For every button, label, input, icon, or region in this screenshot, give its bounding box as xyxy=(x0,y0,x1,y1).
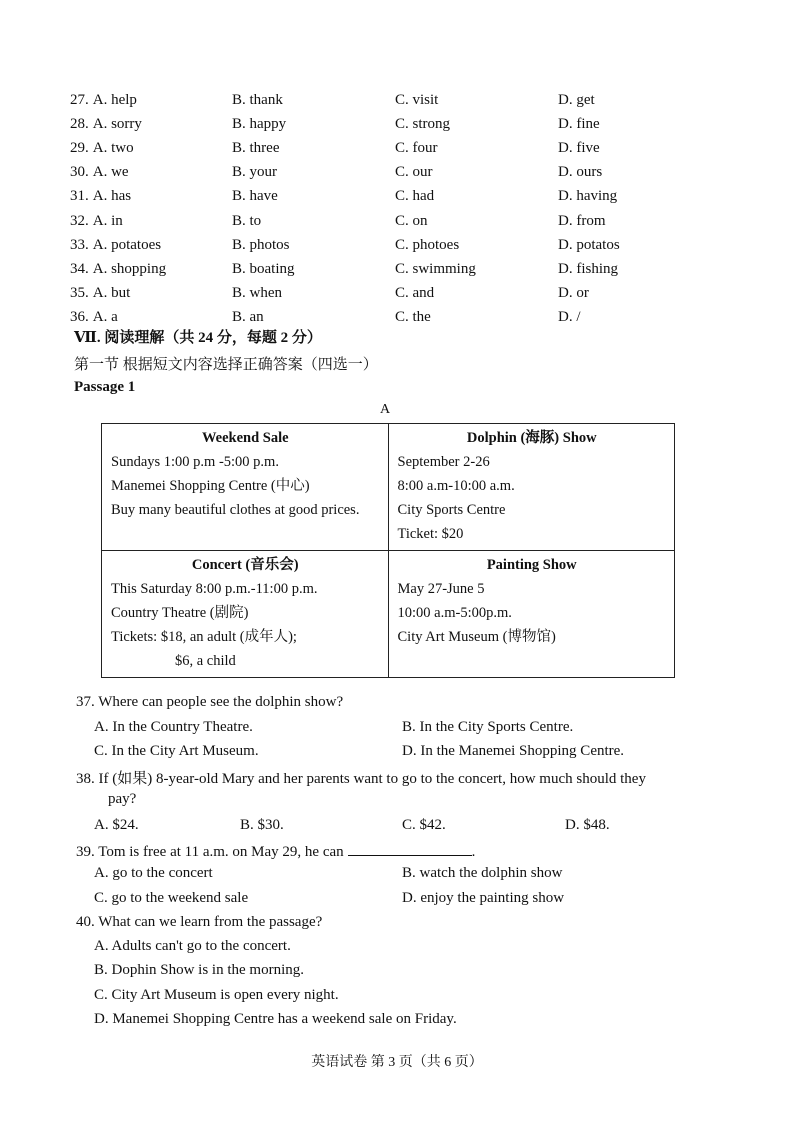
question-38-stem-cont: pay? xyxy=(108,791,137,807)
question-number: 30. xyxy=(70,164,89,181)
option-a[interactable] xyxy=(70,285,232,302)
question-38-stem: 38. If (如果) 8-year-old Mary and her parents want to go to the concert, how much should they xyxy=(76,771,646,787)
q38-option-d[interactable]: D. $48. xyxy=(565,817,610,833)
option-row xyxy=(70,88,750,112)
option-c[interactable]: C. strong xyxy=(395,115,451,132)
q39-option-d[interactable]: D. enjoy the painting show xyxy=(402,890,565,906)
option-a-label: A. has xyxy=(92,188,132,205)
question-40-stem: 40. What can we learn from the passage? xyxy=(76,914,323,930)
option-a-label: A. two xyxy=(92,139,134,156)
ad-weekend-sale xyxy=(102,424,389,551)
q40-option-b[interactable]: B. Dophin Show is in the morning. xyxy=(94,962,305,978)
option-a[interactable] xyxy=(70,92,232,109)
option-row xyxy=(70,282,750,306)
question-37-stem: 37. Where can people see the dolphin show? xyxy=(76,694,344,710)
question-number: 36. xyxy=(70,309,89,326)
option-a-label: A. potatoes xyxy=(92,236,162,253)
part-heading: 第一节 根据短文内容选择正确答案（四选一） xyxy=(74,357,378,373)
option-d[interactable]: D. fishing xyxy=(558,260,618,277)
ad-spacer xyxy=(111,522,380,546)
option-b[interactable]: B. boating xyxy=(232,260,295,277)
option-b[interactable]: B. thank xyxy=(232,91,283,108)
ad-title: Painting Show xyxy=(486,557,577,573)
option-b[interactable]: B. an xyxy=(232,309,264,326)
ad-line: Sundays 1:00 p.m -5:00 p.m. xyxy=(111,454,279,470)
ad-line: September 2-26 xyxy=(397,454,490,470)
ad-title: Concert (音乐会) xyxy=(191,557,299,573)
question-number: 28. xyxy=(70,115,89,132)
option-a-label: A. but xyxy=(92,285,131,302)
option-a-label: A. sorry xyxy=(92,115,142,132)
option-a[interactable] xyxy=(70,261,232,278)
q38-option-c[interactable]: C. $42. xyxy=(402,817,446,833)
option-d[interactable]: D. get xyxy=(558,91,595,108)
ad-title: Weekend Sale xyxy=(201,430,289,446)
question-number: 33. xyxy=(70,236,89,253)
option-a-label: A. in xyxy=(92,212,123,229)
option-d[interactable]: D. from xyxy=(558,212,606,229)
q40-option-c[interactable]: C. City Art Museum is open every night. xyxy=(94,987,339,1003)
option-a[interactable] xyxy=(70,309,232,326)
ad-line: Ticket: $20 xyxy=(397,526,464,542)
option-row xyxy=(70,112,750,136)
option-c[interactable]: C. visit xyxy=(395,91,439,108)
option-a[interactable] xyxy=(70,237,232,254)
option-c[interactable]: C. on xyxy=(395,212,428,229)
option-row xyxy=(70,233,750,257)
q37-option-d[interactable]: D. In the Manemei Shopping Centre. xyxy=(402,743,625,759)
q40-option-d[interactable]: D. Manemei Shopping Centre has a weekend sale on Friday. xyxy=(94,1011,457,1027)
option-d[interactable]: D. having xyxy=(558,188,618,205)
option-b[interactable]: B. photos xyxy=(232,236,290,253)
question-number: 34. xyxy=(70,260,89,277)
option-a[interactable] xyxy=(70,164,232,181)
option-a[interactable] xyxy=(70,140,232,157)
q37-option-b[interactable]: B. In the City Sports Centre. xyxy=(402,719,574,735)
ads-table xyxy=(101,423,675,678)
ad-line: Tickets: $18, an adult (成年人); xyxy=(111,629,297,645)
question-39-stem xyxy=(76,841,475,861)
question-number: 32. xyxy=(70,212,89,229)
ad-dolphin-show xyxy=(388,424,675,551)
q39-stem-tail: . xyxy=(471,844,476,860)
q38-option-b[interactable]: B. $30. xyxy=(240,817,284,833)
ad-line: Manemei Shopping Centre (中心) xyxy=(111,478,310,494)
option-a-label: A. help xyxy=(92,91,137,108)
option-b[interactable]: B. when xyxy=(232,285,282,302)
ad-line: 10:00 a.m-5:00p.m. xyxy=(397,605,512,621)
ad-spacer xyxy=(398,649,667,673)
answer-blank[interactable] xyxy=(348,841,472,856)
q37-option-a[interactable]: A. In the Country Theatre. xyxy=(94,719,253,735)
option-row xyxy=(70,257,750,281)
question-number: 29. xyxy=(70,139,89,156)
option-d[interactable]: D. fine xyxy=(558,115,600,132)
option-c[interactable]: C. four xyxy=(395,139,438,156)
passage-letter: A xyxy=(380,402,391,417)
page-footer: 英语试卷 第 3 页（共 6 页） xyxy=(311,1055,483,1070)
option-a[interactable] xyxy=(70,213,232,230)
ad-line: Country Theatre (剧院) xyxy=(111,605,249,621)
option-c[interactable]: C. and xyxy=(395,285,435,302)
option-b[interactable]: B. have xyxy=(232,188,278,205)
question-number: 35. xyxy=(70,285,89,302)
option-d[interactable]: D. or xyxy=(558,285,589,302)
q38-option-a[interactable]: A. $24. xyxy=(94,817,139,833)
option-row xyxy=(70,136,750,160)
ad-line: City Art Museum (博物馆) xyxy=(397,629,556,645)
q40-option-a[interactable]: A. Adults can't go to the concert. xyxy=(94,938,291,954)
option-b[interactable]: B. your xyxy=(232,164,277,181)
option-b[interactable]: B. to xyxy=(232,212,262,229)
option-c[interactable]: C. our xyxy=(395,164,433,181)
q37-option-c[interactable]: C. In the City Art Museum. xyxy=(94,743,259,759)
option-c[interactable]: C. photoes xyxy=(395,236,460,253)
q39-option-b[interactable]: B. watch the dolphin show xyxy=(402,865,563,881)
passage-title: Passage 1 xyxy=(74,379,136,395)
option-a[interactable] xyxy=(70,188,232,205)
ad-line: City Sports Centre xyxy=(397,502,506,518)
section-heading: Ⅶ. 阅读理解（共 24 分，每题 2 分） xyxy=(74,330,322,346)
ad-painting-show xyxy=(388,551,675,678)
question-number: 27. xyxy=(70,91,89,108)
option-row xyxy=(70,185,750,209)
option-d[interactable]: D. / xyxy=(558,309,581,326)
option-d[interactable]: D. ours xyxy=(558,164,603,181)
question-number: 31. xyxy=(70,188,89,205)
option-a[interactable] xyxy=(70,116,232,133)
option-c[interactable]: C. had xyxy=(395,188,435,205)
option-d[interactable]: D. potatos xyxy=(558,236,620,253)
option-a-label: A. we xyxy=(92,164,129,181)
option-c[interactable]: C. swimming xyxy=(395,260,476,277)
ad-line: $6, a child xyxy=(175,653,236,669)
q39-option-c[interactable]: C. go to the weekend sale xyxy=(94,890,249,906)
ad-line: Buy many beautiful clothes at good prices. xyxy=(111,502,360,518)
cloze-options xyxy=(70,88,750,330)
option-row xyxy=(70,209,750,233)
ad-line: May 27-June 5 xyxy=(397,581,485,597)
ad-line: This Saturday 8:00 p.m.-11:00 p.m. xyxy=(111,581,318,597)
option-b[interactable]: B. happy xyxy=(232,115,287,132)
q39-stem-text: 39. Tom is free at 11 a.m. on May 29, he can xyxy=(76,844,344,860)
option-c[interactable]: C. the xyxy=(395,309,431,326)
ad-title: Dolphin (海豚) Show xyxy=(466,430,597,446)
ad-line: 8:00 a.m-10:00 a.m. xyxy=(397,478,515,494)
option-row xyxy=(70,161,750,185)
ad-concert xyxy=(102,551,389,678)
option-d[interactable]: D. five xyxy=(558,139,600,156)
option-a-label: A. shopping xyxy=(92,260,167,277)
option-a-label: A. a xyxy=(92,309,118,326)
q39-option-a[interactable]: A. go to the concert xyxy=(94,865,213,881)
option-b[interactable]: B. three xyxy=(232,139,280,156)
